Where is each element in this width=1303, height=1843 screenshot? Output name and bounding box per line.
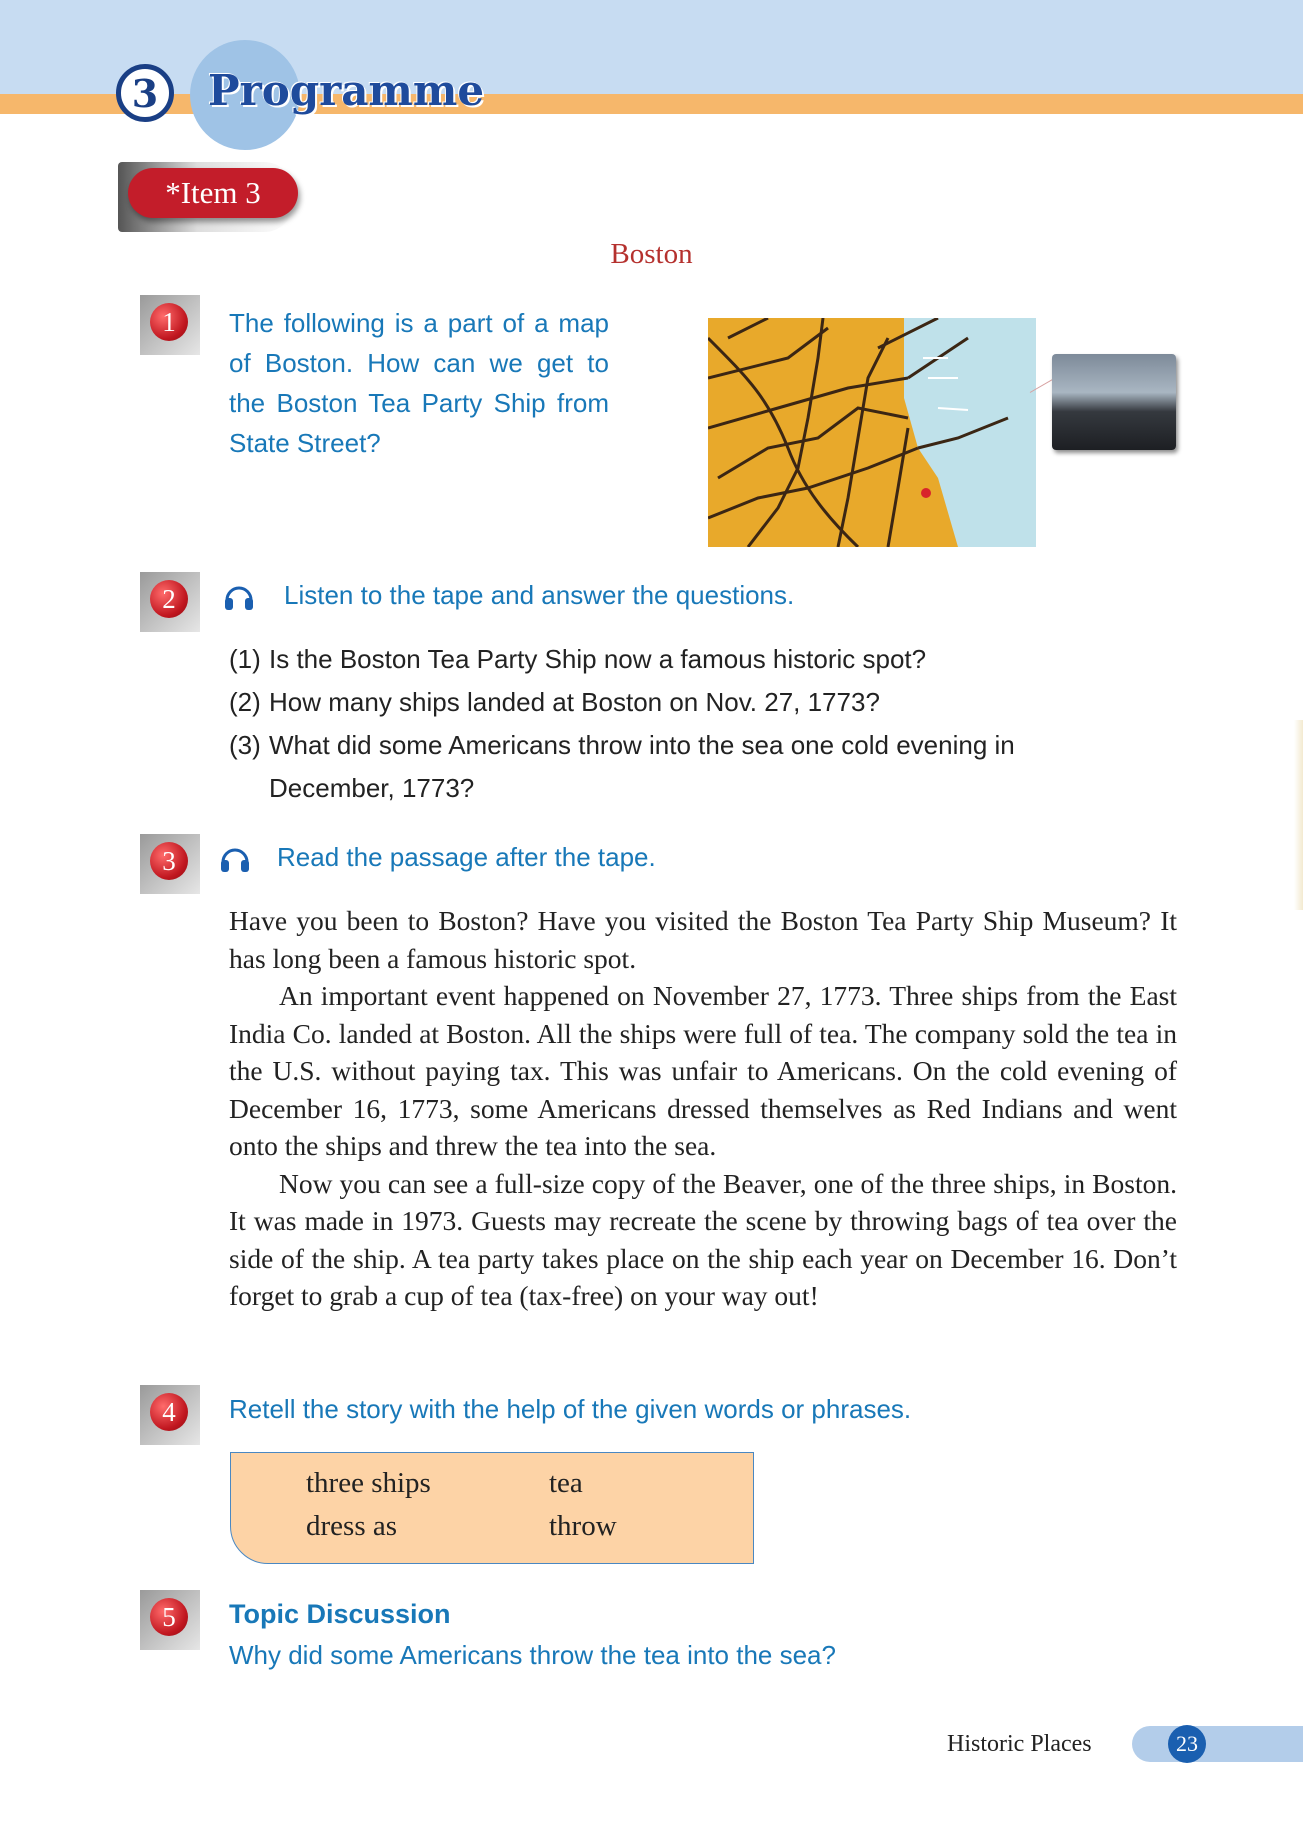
footer-band bbox=[1132, 1726, 1303, 1762]
question-item: (3) What did some Americans throw into the sea one cold evening in December, 1773? bbox=[229, 730, 1015, 803]
word-box bbox=[230, 1452, 754, 1564]
headphones-icon bbox=[218, 842, 252, 876]
task-1-text: The following is a part of a map of Boston. How can we get to the Boston Tea Party Ship from State Street? bbox=[229, 308, 609, 458]
boston-map bbox=[708, 318, 1036, 547]
section-title: Programme bbox=[208, 66, 485, 115]
word-item: three ships bbox=[306, 1467, 431, 1499]
question-item: (1) Is the Boston Tea Party Ship now a famous historic spot? bbox=[229, 644, 927, 674]
unit-number-badge: 3 bbox=[116, 64, 174, 122]
word-item: dress as bbox=[306, 1510, 398, 1542]
topic-discussion-heading: Topic Discussion bbox=[229, 1599, 451, 1629]
headphones-icon bbox=[222, 580, 256, 614]
passage-paragraph: Now you can see a full-size copy of the Beaver, one of the three ships, in Boston. It was made in 1973. Guests may recreate the scene by throwing bags of tea over the side of the ship. A tea party takes place on the ship each year on December 16. Don’t forget to grab a cup of tea (tax-free) on your way out! bbox=[229, 1167, 1177, 1311]
lesson-title: Boston bbox=[610, 238, 693, 270]
task-marker-4: 4 bbox=[140, 1385, 200, 1445]
item-label: *Item 3 bbox=[128, 168, 298, 218]
passage-paragraph: Have you been to Boston? Have you visited the Boston Tea Party Ship Museum? It has long been a famous historic spot. bbox=[229, 905, 1177, 974]
word-item: tea bbox=[549, 1467, 583, 1499]
footer-section-name: Historic Places bbox=[947, 1731, 1092, 1757]
task-marker-5: 5 bbox=[140, 1590, 200, 1650]
question-list bbox=[229, 638, 1069, 810]
topic-discussion-question: Why did some Americans throw the tea into the sea? bbox=[229, 1640, 836, 1670]
page-number: 23 bbox=[1168, 1725, 1206, 1763]
page-edge-decor bbox=[1294, 720, 1303, 910]
task-4-instruction: Retell the story with the help of the given words or phrases. bbox=[229, 1394, 912, 1424]
question-item: (2) How many ships landed at Boston on Nov. 27, 1773? bbox=[229, 687, 880, 717]
word-item: throw bbox=[549, 1510, 617, 1542]
reading-passage bbox=[229, 902, 1177, 1315]
task-marker-2: 2 bbox=[140, 572, 200, 632]
task-2-instruction: Listen to the tape and answer the questions. bbox=[284, 580, 795, 610]
task-3-instruction: Read the passage after the tape. bbox=[277, 842, 656, 872]
tea-party-ship-photo bbox=[1052, 354, 1176, 450]
passage-paragraph: An important event happened on November 27, 1773. Three ships from the East India Co. landed at Boston. All the ships were full of tea. The company sold the tea in the U.S. without paying tax. This was unfair to Americans. On the cold evening of December 16, 1773, some Americans dressed themselves as Red Indians and went onto the ships and threw the tea into the sea. bbox=[229, 980, 1177, 1161]
task-marker-1: 1 bbox=[140, 295, 200, 355]
task-marker-3: 3 bbox=[140, 834, 200, 894]
